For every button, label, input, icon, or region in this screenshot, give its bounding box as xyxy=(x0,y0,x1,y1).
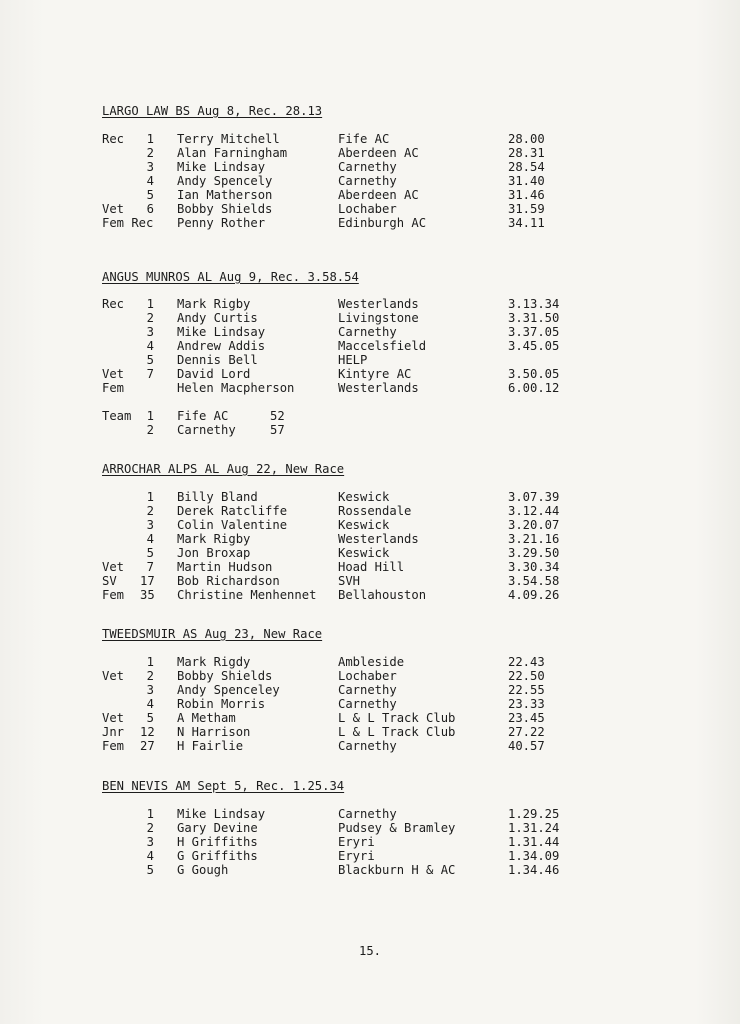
result-position: 5 xyxy=(146,188,154,202)
runner-name: Terry Mitchell xyxy=(177,132,280,146)
result-position: 12 xyxy=(140,725,155,739)
club-name: Aberdeen AC xyxy=(338,188,419,202)
result-row xyxy=(102,174,702,188)
runner-name: Martin Hudson xyxy=(177,560,273,574)
result-position: 5 xyxy=(146,353,154,367)
result-row xyxy=(102,588,702,602)
race-heading: ANGUS MUNROS AL Aug 9, Rec. 3.58.54 xyxy=(102,270,359,284)
result-class: Vet xyxy=(102,669,125,683)
team-position: 1 xyxy=(146,409,154,423)
race-heading: ARROCHAR ALPS AL Aug 22, New Race xyxy=(102,462,345,476)
finish-time: 1.31.44 xyxy=(508,835,560,849)
finish-time: 22.43 xyxy=(508,655,545,669)
result-position: 3 xyxy=(146,325,154,339)
result-position: 3 xyxy=(146,160,154,174)
finish-time: 3.30.34 xyxy=(508,560,560,574)
result-class: Vet xyxy=(102,202,125,216)
club-name: Maccelsfield xyxy=(338,339,427,353)
result-row xyxy=(102,518,702,532)
result-position: 4 xyxy=(146,849,154,863)
result-row xyxy=(102,490,702,504)
club-name: Carnethy xyxy=(338,325,397,339)
result-position: 5 xyxy=(146,546,154,560)
runner-name: Bobby Shields xyxy=(177,669,273,683)
result-position: 35 xyxy=(140,588,155,602)
result-position: 2 xyxy=(146,146,154,160)
result-row xyxy=(102,146,702,160)
result-row xyxy=(102,297,702,311)
club-name: Lochaber xyxy=(338,202,397,216)
club-name: Blackburn H & AC xyxy=(338,863,456,877)
race-heading: TWEEDSMUIR AS Aug 23, New Race xyxy=(102,627,323,641)
result-row xyxy=(102,863,702,877)
club-name: Pudsey & Bramley xyxy=(338,821,456,835)
result-position: 17 xyxy=(140,574,155,588)
runner-name: David Lord xyxy=(177,367,251,381)
runner-name: Alan Farningham xyxy=(177,146,288,160)
finish-time: 1.34.46 xyxy=(508,863,560,877)
runner-name: N Harrison xyxy=(177,725,251,739)
result-row xyxy=(102,311,702,325)
result-row xyxy=(102,711,702,725)
result-row xyxy=(102,216,702,230)
club-name: Westerlands xyxy=(338,532,419,546)
club-name: HELP xyxy=(338,353,368,367)
result-row xyxy=(102,532,702,546)
runner-name: Andy Spencely xyxy=(177,174,273,188)
team-label: Team xyxy=(102,409,132,423)
result-row xyxy=(102,353,702,367)
finish-time: 27.22 xyxy=(508,725,545,739)
race-heading: BEN NEVIS AM Sept 5, Rec. 1.25.34 xyxy=(102,779,345,793)
club-name: Carnethy xyxy=(338,160,397,174)
finish-time: 22.55 xyxy=(508,683,545,697)
finish-time: 6.00.12 xyxy=(508,381,560,395)
club-name: Keswick xyxy=(338,518,390,532)
runner-name: H Griffiths xyxy=(177,835,258,849)
result-row xyxy=(102,574,702,588)
result-position: 2 xyxy=(146,669,154,683)
club-name: Rossendale xyxy=(338,504,412,518)
runner-name: A Metham xyxy=(177,711,236,725)
result-row xyxy=(102,381,702,395)
result-position: 1 xyxy=(146,132,154,146)
finish-time: 3.37.05 xyxy=(508,325,560,339)
team-name: Fife AC xyxy=(177,409,229,423)
runner-name: Jon Broxap xyxy=(177,546,251,560)
club-name: L & L Track Club xyxy=(338,711,456,725)
club-name: Kintyre AC xyxy=(338,367,412,381)
result-class: Rec xyxy=(102,132,125,146)
runner-name: Mark Rigby xyxy=(177,297,251,311)
result-class: Vet xyxy=(102,711,125,725)
finish-time: 3.13.34 xyxy=(508,297,560,311)
result-row xyxy=(102,739,702,753)
result-row xyxy=(102,504,702,518)
result-position: 4 xyxy=(146,339,154,353)
result-row xyxy=(102,325,702,339)
result-class: Fem xyxy=(102,739,125,753)
result-position: 5 xyxy=(146,863,154,877)
result-position: 7 xyxy=(146,367,154,381)
runner-name: G Gough xyxy=(177,863,229,877)
result-position: 1 xyxy=(146,655,154,669)
result-position: 2 xyxy=(146,311,154,325)
club-name: L & L Track Club xyxy=(338,725,456,739)
runner-name: G Griffiths xyxy=(177,849,258,863)
club-name: Carnethy xyxy=(338,683,397,697)
club-name: Carnethy xyxy=(338,739,397,753)
club-name: Bellahouston xyxy=(338,588,427,602)
result-row xyxy=(102,697,702,711)
result-position: 6 xyxy=(146,202,154,216)
club-name: Keswick xyxy=(338,546,390,560)
runner-name: Helen Macpherson xyxy=(177,381,295,395)
result-row xyxy=(102,546,702,560)
finish-time: 40.57 xyxy=(508,739,545,753)
finish-time: 28.54 xyxy=(508,160,545,174)
runner-name: Mike Lindsay xyxy=(177,325,266,339)
finish-time: 23.45 xyxy=(508,711,545,725)
runner-name: Dennis Bell xyxy=(177,353,258,367)
result-class: Fem Rec xyxy=(102,216,154,230)
result-row xyxy=(102,683,702,697)
club-name: Aberdeen AC xyxy=(338,146,419,160)
result-row xyxy=(102,132,702,146)
finish-time: 3.07.39 xyxy=(508,490,560,504)
team-score: 57 xyxy=(270,423,285,437)
club-name: Carnethy xyxy=(338,174,397,188)
runner-name: Derek Ratcliffe xyxy=(177,504,288,518)
club-name: Carnethy xyxy=(338,807,397,821)
result-position: 2 xyxy=(146,821,154,835)
runner-name: Andrew Addis xyxy=(177,339,266,353)
runner-name: Penny Rother xyxy=(177,216,266,230)
finish-time: 1.31.24 xyxy=(508,821,560,835)
finish-time: 31.46 xyxy=(508,188,545,202)
result-position: 3 xyxy=(146,835,154,849)
runner-name: Bob Richardson xyxy=(177,574,280,588)
result-position: 7 xyxy=(146,560,154,574)
result-position: 2 xyxy=(146,504,154,518)
result-position: 5 xyxy=(146,711,154,725)
club-name: Keswick xyxy=(338,490,390,504)
result-row xyxy=(102,655,702,669)
team-position: 2 xyxy=(146,423,154,437)
finish-time: 1.34.09 xyxy=(508,849,560,863)
result-row xyxy=(102,849,702,863)
finish-time: 31.59 xyxy=(508,202,545,216)
runner-name: Andy Curtis xyxy=(177,311,258,325)
team-score: 52 xyxy=(270,409,285,423)
club-name: Westerlands xyxy=(338,297,419,311)
runner-name: Ian Matherson xyxy=(177,188,273,202)
club-name: Fife AC xyxy=(338,132,390,146)
result-position: 4 xyxy=(146,532,154,546)
result-row xyxy=(102,188,702,202)
runner-name: Mark Rigby xyxy=(177,532,251,546)
runner-name: Mike Lindsay xyxy=(177,807,266,821)
finish-time: 3.21.16 xyxy=(508,532,560,546)
finish-time: 3.50.05 xyxy=(508,367,560,381)
club-name: Livingstone xyxy=(338,311,419,325)
finish-time: 22.50 xyxy=(508,669,545,683)
result-row xyxy=(102,821,702,835)
result-position: 27 xyxy=(140,739,155,753)
team-row xyxy=(102,423,702,437)
club-name: Westerlands xyxy=(338,381,419,395)
result-row xyxy=(102,367,702,381)
runner-name: Andy Spenceley xyxy=(177,683,280,697)
club-name: Eryri xyxy=(338,849,375,863)
result-class: Vet xyxy=(102,560,125,574)
club-name: Ambleside xyxy=(338,655,405,669)
club-name: Eryri xyxy=(338,835,375,849)
result-class: Fem xyxy=(102,381,125,395)
finish-time: 28.31 xyxy=(508,146,545,160)
runner-name: Mike Lindsay xyxy=(177,160,266,174)
result-class: Jnr xyxy=(102,725,125,739)
runner-name: Christine Menhennet xyxy=(177,588,317,602)
runner-name: H Fairlie xyxy=(177,739,244,753)
page-number: 15. xyxy=(358,944,381,958)
result-class: Vet xyxy=(102,367,125,381)
club-name: Edinburgh AC xyxy=(338,216,427,230)
runner-name: Colin Valentine xyxy=(177,518,288,532)
finish-time: 3.29.50 xyxy=(508,546,560,560)
finish-time: 3.12.44 xyxy=(508,504,560,518)
result-position: 3 xyxy=(146,683,154,697)
finish-time: 4.09.26 xyxy=(508,588,560,602)
result-row xyxy=(102,560,702,574)
result-position: 1 xyxy=(146,297,154,311)
finish-time: 28.00 xyxy=(508,132,545,146)
finish-time: 34.11 xyxy=(508,216,545,230)
result-position: 4 xyxy=(146,174,154,188)
result-row xyxy=(102,725,702,739)
result-position: 1 xyxy=(146,807,154,821)
result-position: 4 xyxy=(146,697,154,711)
result-row xyxy=(102,807,702,821)
runner-name: Billy Bland xyxy=(177,490,258,504)
runner-name: Gary Devine xyxy=(177,821,258,835)
result-position: 1 xyxy=(146,490,154,504)
result-class: Fem xyxy=(102,588,125,602)
result-class: Rec xyxy=(102,297,125,311)
race-heading: LARGO LAW BS Aug 8, Rec. 28.13 xyxy=(102,104,323,118)
runner-name: Mark Rigdy xyxy=(177,655,251,669)
result-row xyxy=(102,339,702,353)
result-row xyxy=(102,835,702,849)
club-name: Hoad Hill xyxy=(338,560,405,574)
club-name: Carnethy xyxy=(338,697,397,711)
result-row xyxy=(102,202,702,216)
finish-time: 3.54.58 xyxy=(508,574,560,588)
finish-time: 23.33 xyxy=(508,697,545,711)
team-name: Carnethy xyxy=(177,423,236,437)
finish-time: 3.45.05 xyxy=(508,339,560,353)
finish-time: 1.29.25 xyxy=(508,807,560,821)
team-row xyxy=(102,409,702,423)
runner-name: Bobby Shields xyxy=(177,202,273,216)
club-name: Lochaber xyxy=(338,669,397,683)
club-name: SVH xyxy=(338,574,361,588)
finish-time: 3.31.50 xyxy=(508,311,560,325)
finish-time: 3.20.07 xyxy=(508,518,560,532)
runner-name: Robin Morris xyxy=(177,697,266,711)
result-position: 3 xyxy=(146,518,154,532)
result-row xyxy=(102,669,702,683)
finish-time: 31.40 xyxy=(508,174,545,188)
result-class: SV xyxy=(102,574,117,588)
result-row xyxy=(102,160,702,174)
